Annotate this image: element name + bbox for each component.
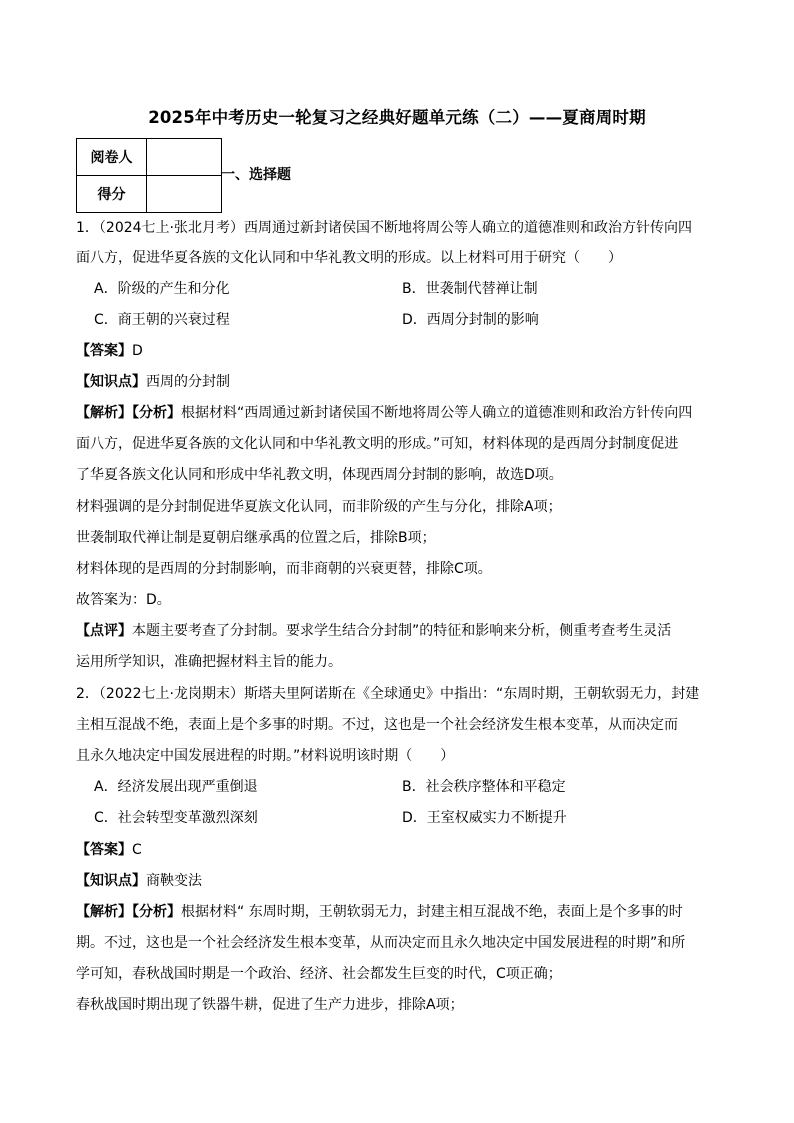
q2-option-c: C．社会转型变革激烈深刻 (94, 810, 258, 826)
q1-option-c: C．商王朝的兴衰过程 (94, 312, 230, 328)
q1-analysis-line-5: 世袭制取代禅让制是夏朝启继承禹的位置之后，排除B项； (76, 530, 436, 546)
q1-knowledge-value: 西周的分封制 (146, 374, 230, 390)
reviewer-label: 阅卷人 (77, 139, 147, 176)
q2-analysis-tag: 【解析】【分析】 (76, 904, 181, 920)
q1-analysis-line-1 (76, 403, 692, 423)
reviewer-field (147, 139, 222, 176)
q2-knowledge-tag: 【知识点】 (76, 873, 146, 889)
section-heading: 一、选择题 (221, 167, 291, 183)
q1-comment-tag: 【点评】 (76, 623, 132, 639)
q2-analysis-line-3: 学可知，春秋战国时期是一个政治、经济、社会都发生巨变的时代，C项正确； (76, 966, 562, 982)
q2-analysis-line-2: 期。不过，这也是一个社会经济发生根本变革，从而决定而且永久地决定中国发展进程的时期”和所 (76, 935, 686, 951)
q2-option-a: A．经济发展出现严重倒退 (94, 779, 258, 795)
q2-answer (76, 840, 142, 860)
q1-stem-line-1: 1．（2024七上·张北月考）西周通过新封诸侯国不断地将周公等人确立的道德准则和政治方针传向四 (76, 220, 692, 236)
q1-analysis-line-7: 故答案为：D。 (76, 592, 171, 608)
q1-option-d: D．西周分封制的影响 (402, 312, 539, 328)
q1-comment-text-1: 本题主要考查了分封制。要求学生结合分封制”的特征和影响来分析，侧重考查考生灵活 (132, 623, 672, 639)
q1-option-a: A．阶级的产生和分化 (94, 281, 230, 297)
score-label: 得分 (77, 176, 147, 213)
q2-stem-line-3: 且永久地决定中国发展进程的时期。”材料说明该时期（ ） (76, 748, 455, 764)
q2-option-d: D．王室权威实力不断提升 (402, 810, 567, 826)
q1-answer-value: D (132, 343, 143, 359)
q1-analysis-line-6: 材料体现的是西周的分封制影响，而非商朝的兴衰更替，排除C项。 (76, 561, 492, 577)
q1-stem-line-2: 面八方，促进华夏各族的文化认同和中华礼教文明的形成。以上材料可用于研究（ ） (76, 250, 622, 266)
q1-answer (76, 341, 143, 361)
q2-option-b: B．社会秩序整体和平稳定 (402, 779, 566, 795)
q2-answer-value: C (132, 842, 142, 858)
q1-knowledge-tag: 【知识点】 (76, 374, 146, 390)
q1-analysis-line-3: 了华夏各族文化认同和形成中华礼教文明，体现西周分封制的影响，故选D项。 (76, 467, 563, 483)
q1-analysis-tag: 【解析】【分析】 (76, 405, 181, 421)
q1-analysis-text-1: 根据材料“西周通过新封诸侯国不断地将周公等人确立的道德准则和政治方针传向四 (181, 405, 693, 421)
document-title: 2025年中考历史一轮复习之经典好题单元练（二）——夏商周时期 (148, 108, 646, 127)
q1-comment-line-2: 运用所学知识，准确把握材料主旨的能力。 (76, 654, 342, 670)
q1-knowledge (76, 372, 230, 392)
q2-stem-line-2: 主相互混战不绝，表面上是个多事的时期。不过，这也是一个社会经济发生根本变革，从而决定而 (76, 717, 678, 733)
q2-knowledge (76, 871, 202, 891)
q2-analysis-line-4: 春秋战国时期出现了铁器牛耕，促进了生产力进步，排除A项； (76, 997, 464, 1013)
q2-knowledge-value: 商鞅变法 (146, 873, 202, 889)
score-field (147, 176, 222, 213)
q1-option-b: B．世袭制代替禅让制 (402, 281, 538, 297)
q2-answer-tag: 【答案】 (76, 842, 132, 858)
q2-stem-line-1: 2．（2022七上·龙岗期末）斯塔夫里阿诺斯在《全球通史》中指出：“东周时期，王朝软弱无力，封建 (76, 686, 700, 702)
q2-analysis-line-1 (76, 902, 683, 922)
grader-table (76, 138, 222, 213)
q1-analysis-line-2: 面八方，促进华夏各族的文化认同和中华礼教文明的形成。”可知，材料体现的是西周分封制度促进 (76, 436, 679, 452)
q1-comment-line-1 (76, 621, 671, 641)
q1-analysis-line-4: 材料强调的是分封制促进华夏族文化认同，而非阶级的产生与分化，排除A项； (76, 499, 562, 515)
q1-answer-tag: 【答案】 (76, 343, 132, 359)
q2-analysis-text-1: 根据材料“ 东周时期，王朝软弱无力，封建主相互混战不绝，表面上是个多事的时 (181, 904, 683, 920)
